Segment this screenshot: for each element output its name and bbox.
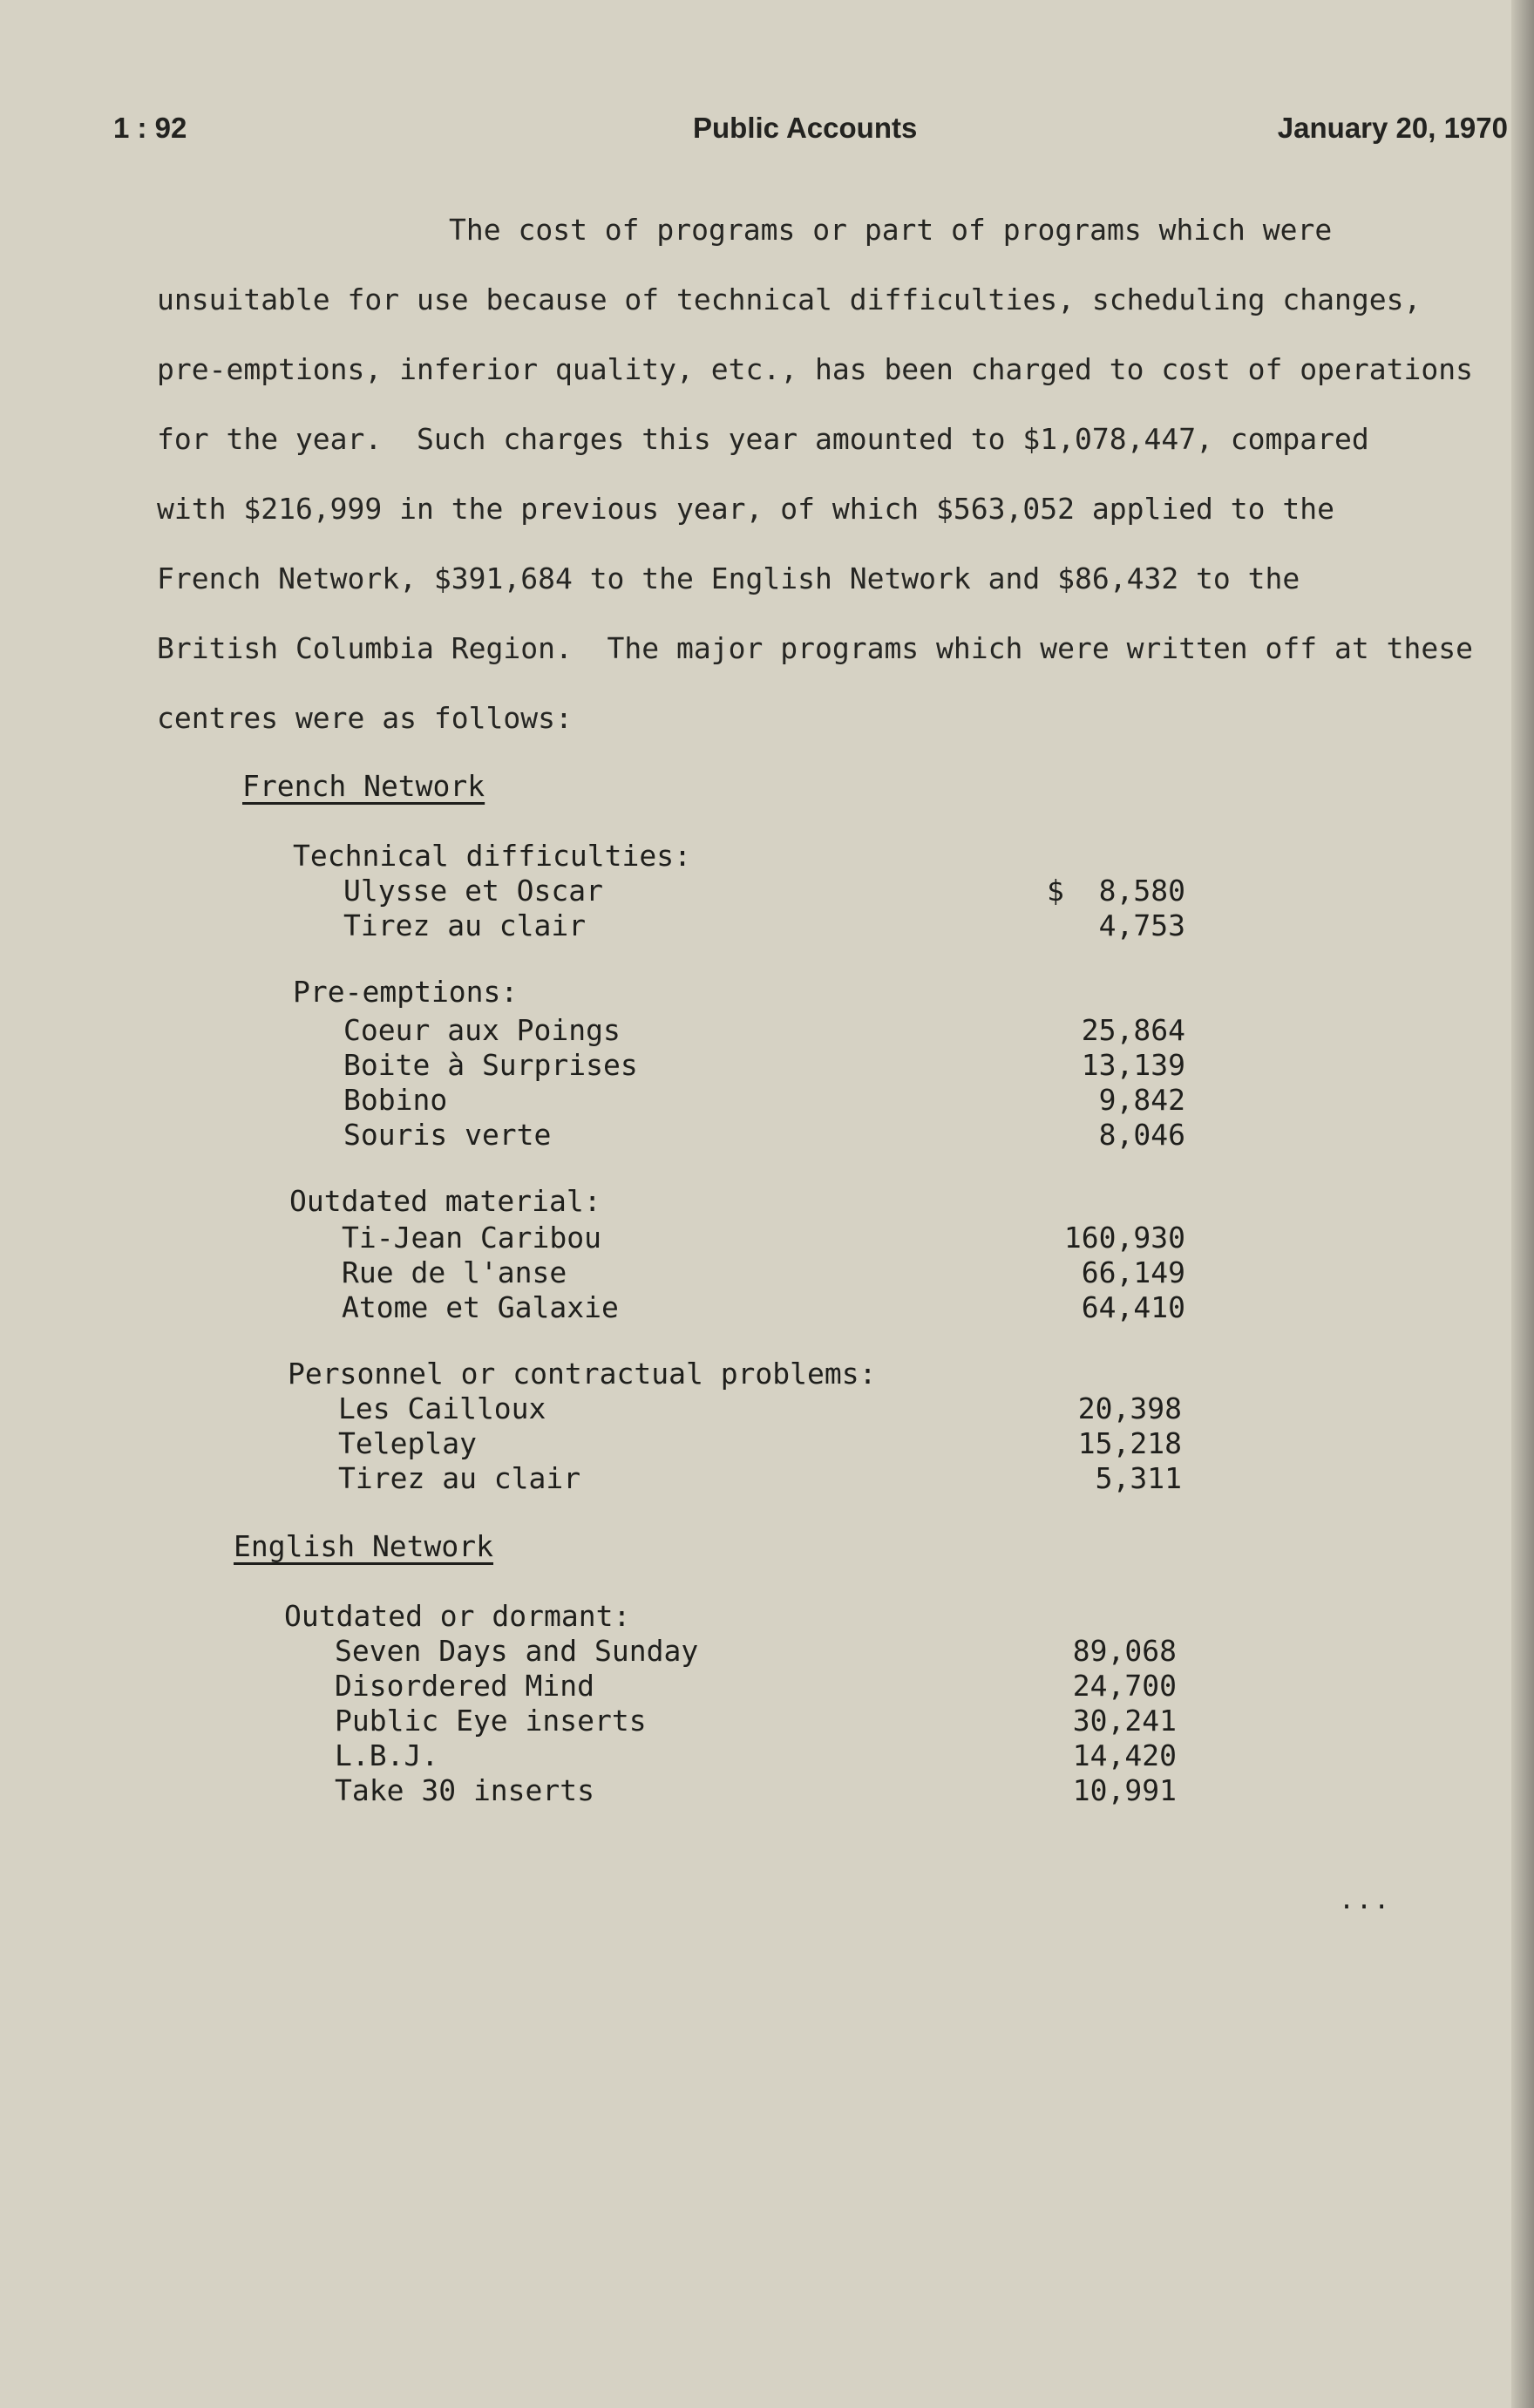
page-edge-shadow	[1511, 0, 1534, 2408]
paragraph-line: centres were as follows:	[157, 701, 573, 735]
paragraph-line: for the year. Such charges this year amounted to $1,078,447, compared	[157, 422, 1369, 456]
program-amount: 4,753	[1098, 908, 1185, 942]
group-label: Personnel or contractual problems:	[288, 1357, 877, 1391]
running-title: Public Accounts	[693, 112, 918, 144]
program-amount: 64,410	[1081, 1290, 1185, 1324]
program-name: Tirez au clair	[338, 1461, 581, 1495]
group-label: Pre-emptions:	[293, 975, 519, 1009]
program-amount: 9,842	[1098, 1083, 1185, 1117]
program-name: Public Eye inserts	[335, 1704, 647, 1738]
paragraph-line: French Network, $391,684 to the English Network and $86,432 to the	[157, 561, 1300, 595]
program-amount: 30,241	[1072, 1704, 1177, 1738]
continued-mark: ...	[1339, 1885, 1392, 1915]
program-amount: 160,930	[1063, 1221, 1185, 1255]
program-amount: 10,991	[1072, 1773, 1177, 1807]
group-label: Outdated or dormant:	[284, 1599, 631, 1633]
program-amount: 25,864	[1081, 1013, 1185, 1047]
program-name: Rue de l'anse	[342, 1255, 567, 1289]
program-name: L.B.J.	[335, 1738, 439, 1772]
french-network-heading: French Network	[242, 769, 485, 803]
program-amount: 8,046	[1098, 1118, 1185, 1152]
paragraph-line: pre-emptions, inferior quality, etc., has been charged to cost of operations	[157, 352, 1473, 386]
program-name: Teleplay	[338, 1426, 477, 1460]
group-label: Outdated material:	[289, 1184, 601, 1218]
running-date: January 20, 1970	[1277, 112, 1508, 144]
program-name: Take 30 inserts	[335, 1773, 595, 1807]
program-name: Disordered Mind	[335, 1669, 595, 1703]
paragraph-line: The cost of programs or part of programs which were	[449, 213, 1333, 247]
program-amount: 14,420	[1072, 1738, 1177, 1772]
group-label: Technical difficulties:	[293, 839, 691, 873]
paragraph-line: British Columbia Region. The major programs which were written off at these	[157, 631, 1473, 665]
program-amount: 15,218	[1077, 1426, 1182, 1460]
program-name: Seven Days and Sunday	[335, 1634, 699, 1668]
program-name: Coeur aux Poings	[343, 1013, 621, 1047]
program-name: Les Cailloux	[338, 1391, 546, 1425]
english-network-heading: English Network	[234, 1529, 494, 1563]
paragraph-line: unsuitable for use because of technical difficulties, scheduling changes,	[157, 282, 1422, 316]
page-folio: 1 : 92	[113, 112, 187, 144]
program-name: Atome et Galaxie	[342, 1290, 619, 1324]
program-name: Ti-Jean Caribou	[342, 1221, 602, 1255]
program-amount: 13,139	[1081, 1048, 1185, 1082]
program-amount: $ 8,580	[1047, 874, 1185, 908]
paragraph-line: with $216,999 in the previous year, of which $563,052 applied to the	[157, 492, 1335, 526]
program-name: Souris verte	[343, 1118, 552, 1152]
program-amount: 24,700	[1072, 1669, 1177, 1703]
program-amount: 66,149	[1081, 1255, 1185, 1289]
program-amount: 5,311	[1095, 1461, 1182, 1495]
program-amount: 89,068	[1072, 1634, 1177, 1668]
program-name: Boite à Surprises	[343, 1048, 638, 1082]
program-name: Bobino	[343, 1083, 448, 1117]
program-amount: 20,398	[1077, 1391, 1182, 1425]
program-name: Tirez au clair	[343, 908, 587, 942]
program-name: Ulysse et Oscar	[343, 874, 604, 908]
